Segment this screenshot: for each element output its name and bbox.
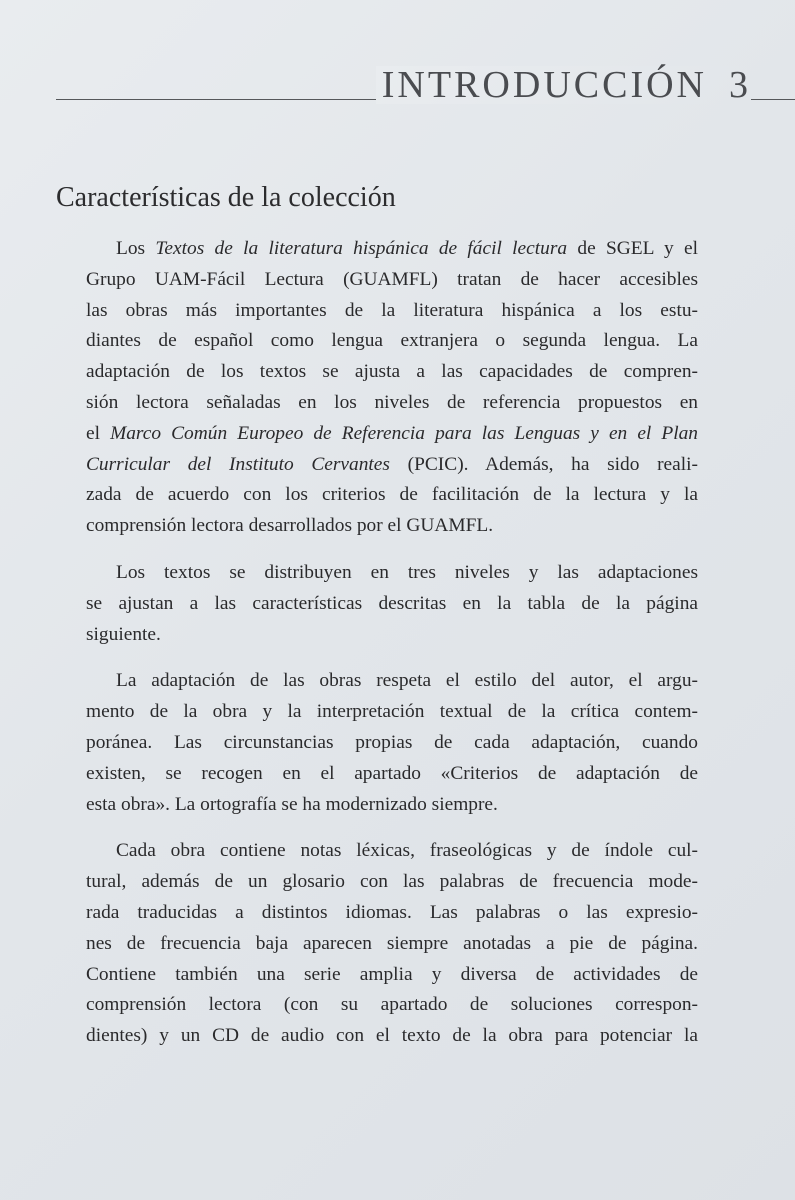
header-title xyxy=(376,66,751,104)
text-line xyxy=(86,960,698,991)
text-run: mento de la obra y la interpretación textual de la crítica contem- xyxy=(86,701,698,723)
text-run: nes de frecuencia baja aparecen siempre anotadas a pie de página. xyxy=(86,932,698,954)
text-line xyxy=(86,1021,698,1052)
text-line xyxy=(86,388,698,419)
running-header xyxy=(56,64,795,104)
text-run: poránea. Las circunstancias propias de cada adaptación, cuando xyxy=(86,731,698,753)
text-run: las obras más importantes de la literatura hispánica a los estu- xyxy=(86,299,698,321)
text-line xyxy=(86,990,698,1021)
text-line xyxy=(86,929,698,960)
text-line xyxy=(86,265,698,296)
text-run: zada de acuerdo con los criterios de facilitación de la lectura y la xyxy=(86,484,698,506)
text-line xyxy=(86,326,698,357)
header-title-text: INTRODUCCIÓN xyxy=(381,64,707,106)
text-line xyxy=(86,511,698,542)
text-run: se ajustan a las características descritas en la tabla de la página xyxy=(86,592,698,614)
paragraph xyxy=(86,666,698,820)
text-run: Grupo UAM-Fácil Lectura (GUAMFL) tratan de hacer accesibles xyxy=(86,268,698,290)
text-line xyxy=(86,357,698,388)
text-line xyxy=(86,728,698,759)
text-line xyxy=(86,790,698,821)
text-run: adaptación de los textos se ajusta a las capacidades de compren- xyxy=(86,361,698,383)
italic-text: Textos de la literatura hispánica de fácil lectura xyxy=(155,238,568,259)
text-line xyxy=(86,480,698,511)
text-run: diantes de español como lengua extranjera o segunda lengua. La xyxy=(86,330,698,352)
text-run: el xyxy=(86,422,111,444)
text-run: Contiene también una serie amplia y diversa de actividades de xyxy=(86,963,698,985)
text-line xyxy=(86,296,698,327)
text-run: existen, se recogen en el apartado «Criterios de adaptación de xyxy=(86,762,698,784)
text-line xyxy=(86,589,698,620)
text-line xyxy=(86,620,698,651)
text-line xyxy=(86,898,698,929)
text-run: sión lectora señaladas en los niveles de referencia propuestos en xyxy=(86,391,698,413)
text-line xyxy=(86,836,698,867)
text-run: (PCIC). Además, ha sido reali- xyxy=(389,453,698,475)
text-run: La adaptación de las obras respeta el estilo del autor, el argu- xyxy=(116,670,698,692)
paragraph xyxy=(86,234,698,542)
text-run: comprensión lectora (con su apartado de soluciones correspon- xyxy=(86,994,698,1016)
text-line xyxy=(86,234,698,265)
text-run: siguiente. xyxy=(86,623,161,645)
italic-text: Curricular del Instituto Cervantes xyxy=(86,453,390,475)
italic-text: Marco Común Europeo de Referencia para las Lenguas y en el Plan xyxy=(110,422,699,444)
text-run: Los xyxy=(116,238,156,259)
paragraph xyxy=(86,836,698,1052)
text-line xyxy=(86,558,698,589)
text-run: tural, además de un glosario con las palabras de frecuencia mode- xyxy=(86,871,698,893)
text-run: Cada obra contiene notas léxicas, fraseológicas y de índole cul- xyxy=(116,840,698,862)
text-run: esta obra». La ortografía se ha modernizado siempre. xyxy=(86,793,498,815)
text-line xyxy=(86,450,698,481)
text-run: Los textos se distribuyen en tres niveles y las adaptaciones xyxy=(116,561,698,583)
body-text xyxy=(86,234,698,1052)
text-line xyxy=(86,759,698,790)
text-line xyxy=(86,697,698,728)
section-title: Características de la colección xyxy=(56,182,396,213)
text-line xyxy=(86,867,698,898)
page-number: 3 xyxy=(729,64,751,106)
text-run: dientes) y un CD de audio con el texto de la obra para potenciar la xyxy=(86,1025,698,1047)
text-run: comprensión lectora desarrollados por el GUAMFL. xyxy=(86,515,494,537)
text-line xyxy=(86,419,698,450)
text-run: de SGEL y el xyxy=(567,238,699,259)
text-run: rada traducidas a distintos idiomas. Las palabras o las expresio- xyxy=(86,901,698,923)
paragraph xyxy=(86,558,698,650)
text-line xyxy=(86,666,698,697)
